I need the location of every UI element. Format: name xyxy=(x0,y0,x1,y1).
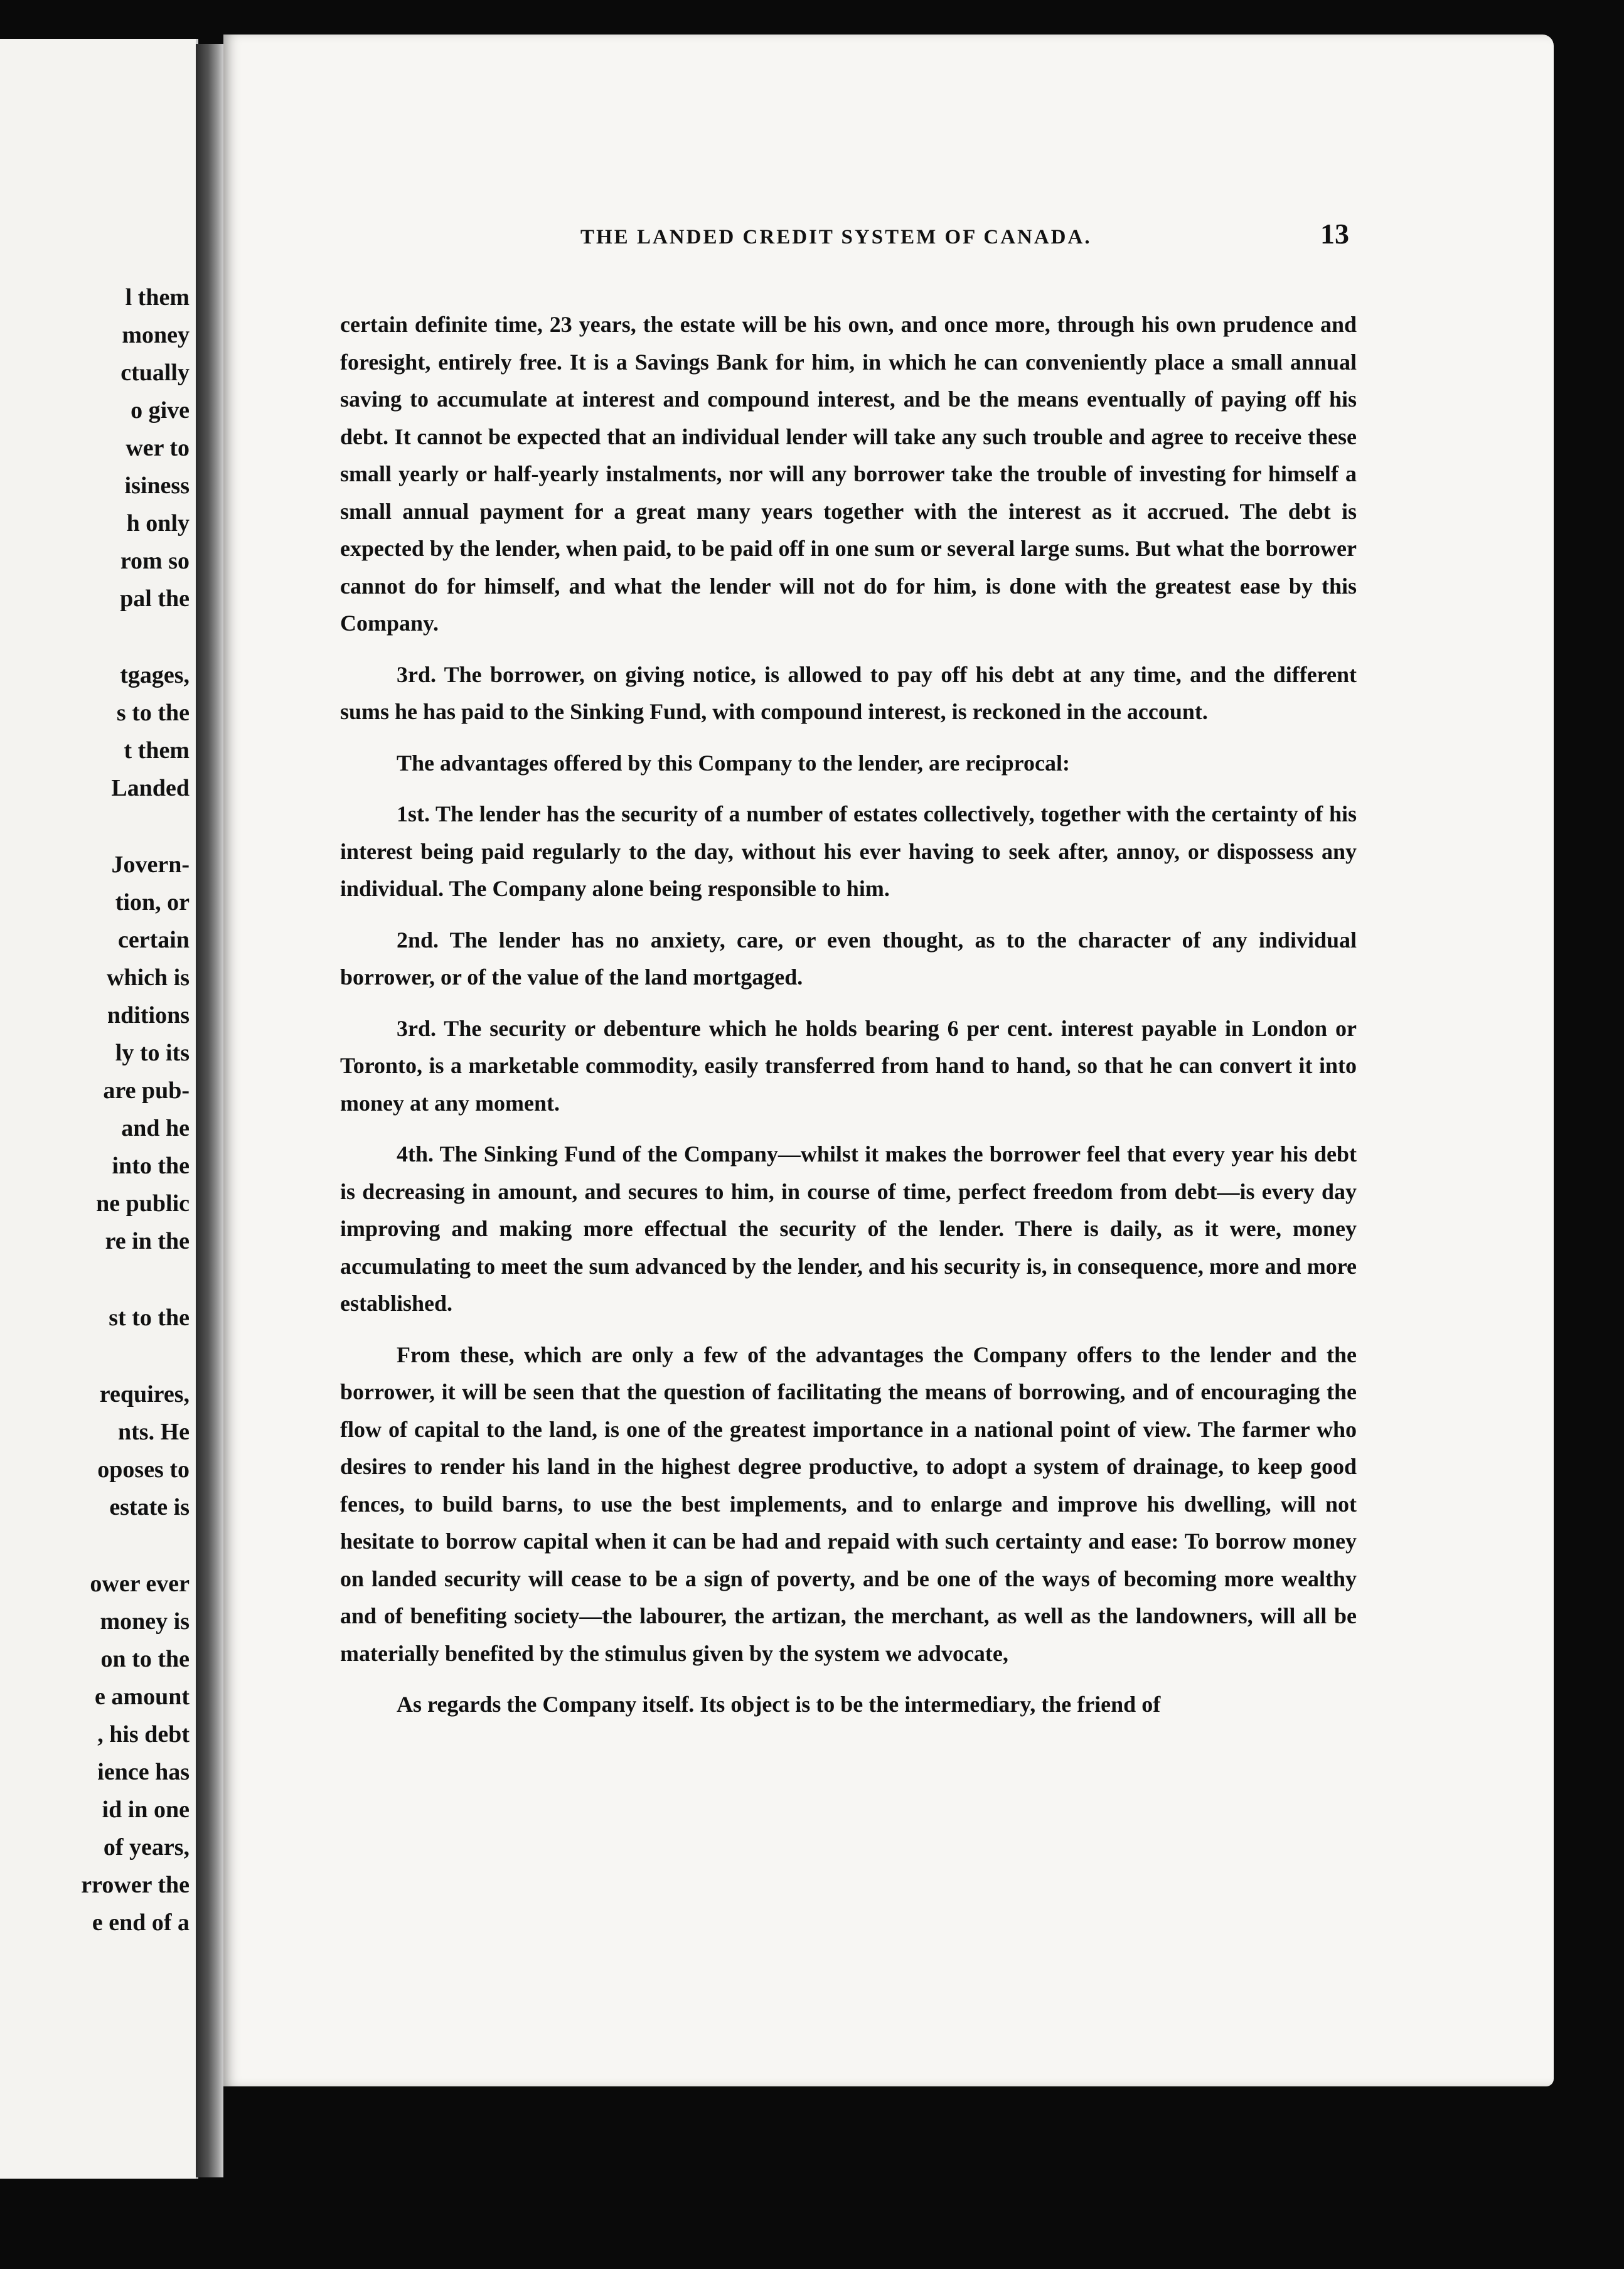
left-page-line-fragment: rom so xyxy=(120,548,190,574)
left-page-line-fragment: l them xyxy=(125,284,190,311)
left-page-line-fragment: , his debt xyxy=(97,1721,190,1748)
paragraph: 3rd. The security or debenture which he holds bearing 6 per cent. interest payable in London or Toronto, is a marketable commodity, easily transferred from hand to hand, so that he can convert it into money at any moment. xyxy=(340,1015,1357,1116)
left-page-line-fragment: ience has xyxy=(97,1759,190,1785)
left-page-line-fragment: tion, or xyxy=(115,889,190,916)
left-page-line-fragment: into the xyxy=(112,1153,190,1179)
left-page-line-fragment: money is xyxy=(100,1608,190,1635)
left-page-line-fragment: e end of a xyxy=(92,1909,190,1936)
left-page-line-fragment: on to the xyxy=(100,1646,190,1672)
left-page-line-fragment: isiness xyxy=(124,472,190,499)
left-page-line-fragment: estate is xyxy=(109,1494,190,1520)
left-page-line-fragment: ower ever xyxy=(90,1571,190,1597)
left-page-line-fragment: s to the xyxy=(116,700,190,726)
left-page-line-fragment: ly to its xyxy=(115,1040,190,1066)
left-page-line-fragment: pal the xyxy=(120,585,190,612)
binding-gutter xyxy=(196,44,223,2177)
left-page-line-fragment: which is xyxy=(107,964,190,991)
page-body xyxy=(340,306,1357,1724)
left-page-line-fragment: o give xyxy=(131,397,190,424)
left-page-line-fragment: nditions xyxy=(107,1002,190,1028)
left-page-line-fragment: h only xyxy=(126,510,190,537)
paragraph: 3rd. The borrower, on giving notice, is allowed to pay off his debt at any time, and the different sums he has paid to the Sinking Fund, with compound interest, is reckoned in the account. xyxy=(340,661,1357,724)
left-page-line-fragment: rrower the xyxy=(81,1872,190,1898)
left-page-line-fragment: Landed xyxy=(111,775,190,801)
paragraph: 1st. The lender has the security of a number of estates collectively, together with the certainty of his interest being paid regularly to the day, without his ever having to seek after, annoy, or dispossess any individual. The Company alone being responsible to him. xyxy=(340,801,1357,901)
left-page-line-fragment: certain xyxy=(118,927,190,953)
left-page-line-fragment: and he xyxy=(121,1115,190,1141)
left-page-line-fragment: st to the xyxy=(109,1305,190,1331)
running-header xyxy=(358,217,1349,250)
left-page-line-fragment: ne public xyxy=(96,1190,190,1217)
left-page-line-fragment: ctually xyxy=(120,360,190,386)
left-page-line-fragment: re in the xyxy=(105,1228,190,1254)
paragraph: The advantages offered by this Company to the lender, are reciprocal: xyxy=(397,750,1070,776)
left-page-line-fragment: t them xyxy=(124,737,190,764)
previous-page-edge xyxy=(0,39,198,2179)
paragraph: certain definite time, 23 years, the estate will be his own, and once more, through his own prudence and foresight, entirely free. It is a Savings Bank for him, in which he can conveniently place a small annual saving to accumulate at interest and compound interest, and be the means eventually of paying off his debt. It cannot be expected that an individual lender will take any such trouble and agree to receive these small yearly or half-yearly instalments, nor will any borrower take the trouble of investing for himself a small annual payment for a great many years together with the interest as it accrued. The debt is expected by the lender, when paid, to be paid off in one sum or several large sums. But what the borrower cannot do for himself, and what the lender will not do for him, is done with the greatest ease by this Company. xyxy=(340,312,1357,636)
page-number: 13 xyxy=(1320,218,1349,250)
left-page-line-fragment: money xyxy=(122,322,190,348)
left-page-line-fragment: nts. He xyxy=(118,1419,190,1445)
left-page-line-fragment: of years, xyxy=(103,1834,190,1861)
paragraph: 4th. The Sinking Fund of the Company—whilst it makes the borrower feel that every year his debt is decreasing in amount, and secures to him, in course of time, perfect freedom from debt—is every day improving and making more effectual the security of the lender. There is daily, as it were, money accumulating to meet the sum advanced by the lender, and his security is, in consequence, more and more established. xyxy=(340,1141,1357,1316)
left-page-line-fragment: e amount xyxy=(95,1684,190,1710)
left-page-line-fragment: Jovern- xyxy=(111,852,190,878)
left-page-line-fragment: requires, xyxy=(99,1381,190,1407)
paragraph: From these, which are only a few of the advantages the Company offers to the lender and the borrower, it will be seen that the question of facilitating the means of borrowing, and of encouraging the flow of capital to the land, is one of the greatest importance in a national point of view. The farmer who desires to render his land in the highest degree productive, to adopt a system of drainage, to keep good fences, to build barns, to use the best implements, and to enlarge and improve his dwelling, will not hesitate to borrow capital when it can be had and repaid with such certainty and ease: To borrow money on landed security will cease to be a sign of poverty, and be one of the ways of becoming more wealthy and of benefiting society—the labourer, the artizan, the merchant, as well as the landowners, will all be materially benefited by the stimulus given by the system we advocate, xyxy=(340,1342,1357,1666)
left-page-line-fragment: oposes to xyxy=(97,1456,190,1483)
left-page-line-fragment: tgages, xyxy=(120,662,190,688)
paragraph: 2nd. The lender has no anxiety, care, or even thought, as to the character of any individual borrower, or of the value of the land mortgaged. xyxy=(340,927,1357,990)
left-page-line-fragment: are pub- xyxy=(103,1077,190,1104)
left-page-line-fragment: id in one xyxy=(102,1797,190,1823)
running-title: THE LANDED CREDIT SYSTEM OF CANADA. xyxy=(580,226,1092,248)
left-page-line-fragment: wer to xyxy=(126,435,190,461)
paragraph: As regards the Company itself. Its object is to be the intermediary, the friend of xyxy=(397,1692,1161,1717)
